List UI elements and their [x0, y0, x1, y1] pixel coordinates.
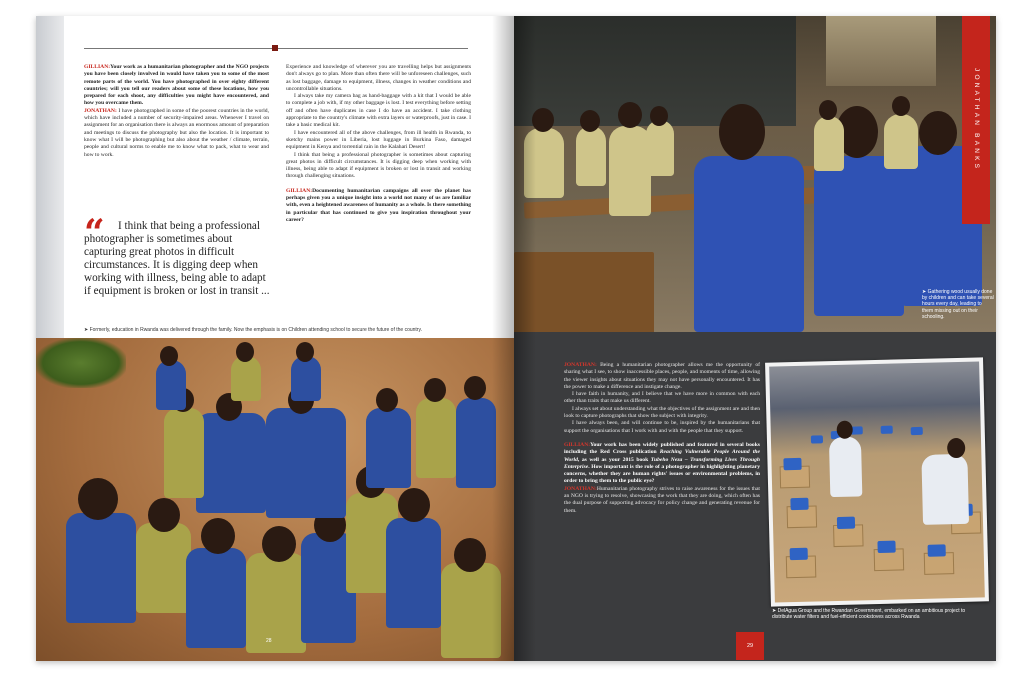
photo-caption: [84, 327, 504, 333]
child-figure: [441, 563, 501, 658]
child-figure: [416, 398, 456, 478]
author-tab: [962, 16, 990, 224]
student-head: [580, 110, 600, 132]
paragraph: I always set about understanding what the objectives of the assignment are and then look to capture photographs that show the subject with integrity.: [564, 405, 760, 420]
student-head: [919, 111, 957, 155]
speaker-label: JONATHAN:: [564, 485, 597, 492]
student-figure: [576, 126, 606, 186]
interview-column-2: [286, 64, 471, 224]
paragraph: I have always been, and will continue to be, inspired by the humanitarians that support the organisations that I work with and with the people that they support.: [564, 420, 760, 434]
water-filter: [783, 458, 801, 470]
child-head: [398, 488, 430, 522]
quote-mark-icon: “: [84, 212, 105, 254]
student-head: [719, 104, 765, 160]
worker-figure: [829, 436, 862, 497]
paragraph: I have encountered all of the above challenges, from ill health in Rwanda, to sketchy mains power in Liberia, lost luggage in Burkina Faso, damaged equipment in Kenya and torrential rain in the Kalahari Desert!: [286, 129, 471, 151]
water-filter: [881, 426, 893, 434]
paragraph: Experience and knowledge of wherever you are travelling helps but assignments don't always go to plan. More than often there will be unforeseen challenges, such as lost baggage, damage to equipment, illness, changes in weather conditions and uncontrollable situations.: [286, 64, 471, 92]
paragraph: I have faith in humanity, and I believe that we have more in common with each other than traits that make us different.: [564, 391, 760, 405]
child-head: [464, 376, 486, 400]
child-figure: [164, 408, 204, 498]
page-number: 29: [736, 632, 764, 660]
answer-3: [564, 486, 760, 515]
page-number: 28: [266, 638, 272, 644]
water-filter-photo: [765, 357, 989, 606]
school-desk: [524, 185, 854, 218]
answer-1: [84, 108, 269, 159]
water-filter: [811, 435, 823, 443]
child-figure: [156, 360, 186, 410]
student-figure: [609, 126, 651, 216]
worker-head: [947, 438, 965, 458]
student-head: [892, 96, 910, 116]
caption-text: DelAgua Group and the Rwandan Government, embarked on an ambitious project to distribute water filters and fuel-efficient cookstoves across Rwanda: [772, 608, 966, 621]
child-figure: [456, 398, 496, 488]
paragraph: I always take my camera bag as hand-baggage with a kit that I would be able to complete a job with, if my other baggage is lost. I test everything before setting off and often have duplicates in case I do have an accident. I take clothing appropriate to the country's climate with extra layers or waterproofs, just in case. I take a basic medical kit.: [286, 93, 471, 129]
speaker-label: GILLIAN:: [564, 441, 591, 448]
child-figure: [246, 553, 306, 653]
photo-grass: [36, 338, 126, 388]
student-figure: [814, 156, 904, 316]
pull-quote: [84, 212, 274, 298]
caption-arrow-icon: ➤: [84, 327, 90, 333]
question-text: Your work has been widely published and featured in several books including the Red Cross publication: [564, 441, 760, 456]
child-head: [376, 388, 398, 412]
page-edge-strip: [36, 16, 64, 338]
question-text: , as well as your 2015 book: [577, 456, 651, 463]
interview-column-1: [84, 64, 269, 159]
student-head: [532, 108, 554, 132]
answer-text: Being a humanitarian photographer allows me the opportunity of sharing what I see, to show inaccessible places, people, and moments of time, allowing the viewer insights about situations they may not have personally encountered. It has the power to make a difference and instigate change.: [564, 362, 760, 390]
interview-column-3: [564, 362, 760, 515]
question-text: . How important is the role of a photographer in highlighting planetary concerns, whether they are human rights' issues or environmental problems, in order to bring them to the public eye?: [564, 463, 760, 485]
answer-text: I have photographed in some of the poorest countries in the world, which have included a number of security-impaired areas. Whenever I travel on assignment for an organisation there is always an enormous amount of preparation and meetings to discuss the photography but also the location. It is important to know what I will be photographing but also about the weather / climate, terrain, people and cultural norms to enable me to know what to pack, what to wear and how to work.: [84, 107, 269, 158]
water-filter: [790, 498, 808, 510]
child-head: [160, 346, 178, 366]
child-figure: [66, 513, 136, 623]
water-filter: [790, 548, 808, 560]
child-figure: [231, 356, 261, 401]
water-filter: [911, 427, 923, 435]
child-head: [148, 498, 180, 532]
child-figure: [386, 518, 441, 628]
student-figure: [694, 156, 804, 332]
student-figure: [814, 116, 844, 171]
caption-text: Gathering wood usually done by children and can take several hours every day, leading to them missing out on their schooling.: [922, 289, 994, 320]
speaker-label: GILLIAN:: [286, 187, 313, 194]
student-head: [819, 100, 837, 120]
school-bench: [514, 252, 654, 332]
student-figure: [524, 128, 564, 198]
question-1: [84, 64, 269, 108]
child-head: [262, 526, 296, 562]
child-head: [201, 518, 235, 554]
water-filter: [928, 544, 946, 556]
child-head: [78, 478, 118, 520]
paragraph: I think that being a professional photographer is sometimes about capturing great photos in difficult circumstances. It is digging deep when working with illness, being able to adapt if equipment is broken or lost in transit and working through challenging situations.: [286, 151, 471, 180]
answer-text: Humanitarian photography strives to raise awareness for the issues that an NGO is trying to resolve, showcasing the work that they are doing, which often has the dual purpose of supporting advocacy for policy change and generating revenue for them.: [564, 485, 760, 514]
photo-caption: [922, 289, 994, 320]
student-figure: [884, 114, 918, 169]
speaker-label: GILLIAN:: [84, 64, 111, 70]
child-figure: [266, 408, 346, 518]
question-2: [286, 188, 471, 224]
water-filter: [837, 517, 855, 529]
child-figure: [136, 523, 191, 613]
classroom-photo: [514, 16, 996, 332]
child-figure: [196, 413, 266, 513]
water-filter: [877, 541, 895, 553]
speaker-label: JONATHAN:: [564, 362, 597, 368]
author-name: JONATHAN BANKS: [973, 68, 980, 172]
photo-caption: [772, 608, 982, 620]
child-figure: [186, 548, 246, 648]
right-page: [514, 16, 996, 661]
caption-arrow-icon: ➤: [922, 289, 928, 295]
schoolchildren-photo: [36, 338, 514, 661]
student-head: [618, 102, 642, 128]
magazine-spread: [36, 16, 996, 661]
child-head: [296, 342, 314, 362]
book-title: Tubeho Neza – Transforming Lives Through Enterprise: [564, 456, 761, 470]
caption-text: Formerly, education in Rwanda was delivered through the family. Now the emphasis is on Children attending school to secure the future of the country.: [89, 327, 422, 333]
question-text: Your work as a humanitarian photographer and the NGO projects you have been closely involved in would have taken you to some of the most remote parts of the world. You have photographed in over eighty different countries; will you tell our readers about some of these locations, how you prepared for each shoot, any difficulties you might have encountered, and how you overcame them.: [84, 64, 269, 107]
photo-image: [769, 361, 985, 602]
speaker-label: JONATHAN:: [84, 107, 117, 114]
student-head: [650, 106, 668, 126]
answer-2: [564, 362, 760, 391]
window: [826, 16, 936, 86]
book-title: Reaching Vulnerable People Around the World: [564, 449, 760, 463]
rule-ornament: [272, 45, 278, 51]
question-3: [564, 442, 760, 486]
student-figure: [646, 120, 674, 176]
child-head: [236, 342, 254, 362]
child-figure: [291, 356, 321, 401]
left-page: [36, 16, 514, 661]
worker-figure: [921, 454, 969, 525]
child-figure: [366, 408, 411, 488]
question-text: Documenting humanitarian campaigns all over the planet has perhaps given you a unique insight into a world not many of us are familiar with, even a heightened awareness of humanity as a whole. Is there something in particular that has continued to give you inspiration throughout your career?: [286, 187, 472, 223]
child-head: [424, 378, 446, 402]
pull-quote-text: I think that being a professional photographer is sometimes about capturing great photos in difficult circumstances. It is digging deep when working with illness, being able to adapt if equipment is broken or lost in transit ...: [84, 220, 270, 297]
child-head: [454, 538, 486, 572]
caption-arrow-icon: ➤: [772, 608, 778, 614]
